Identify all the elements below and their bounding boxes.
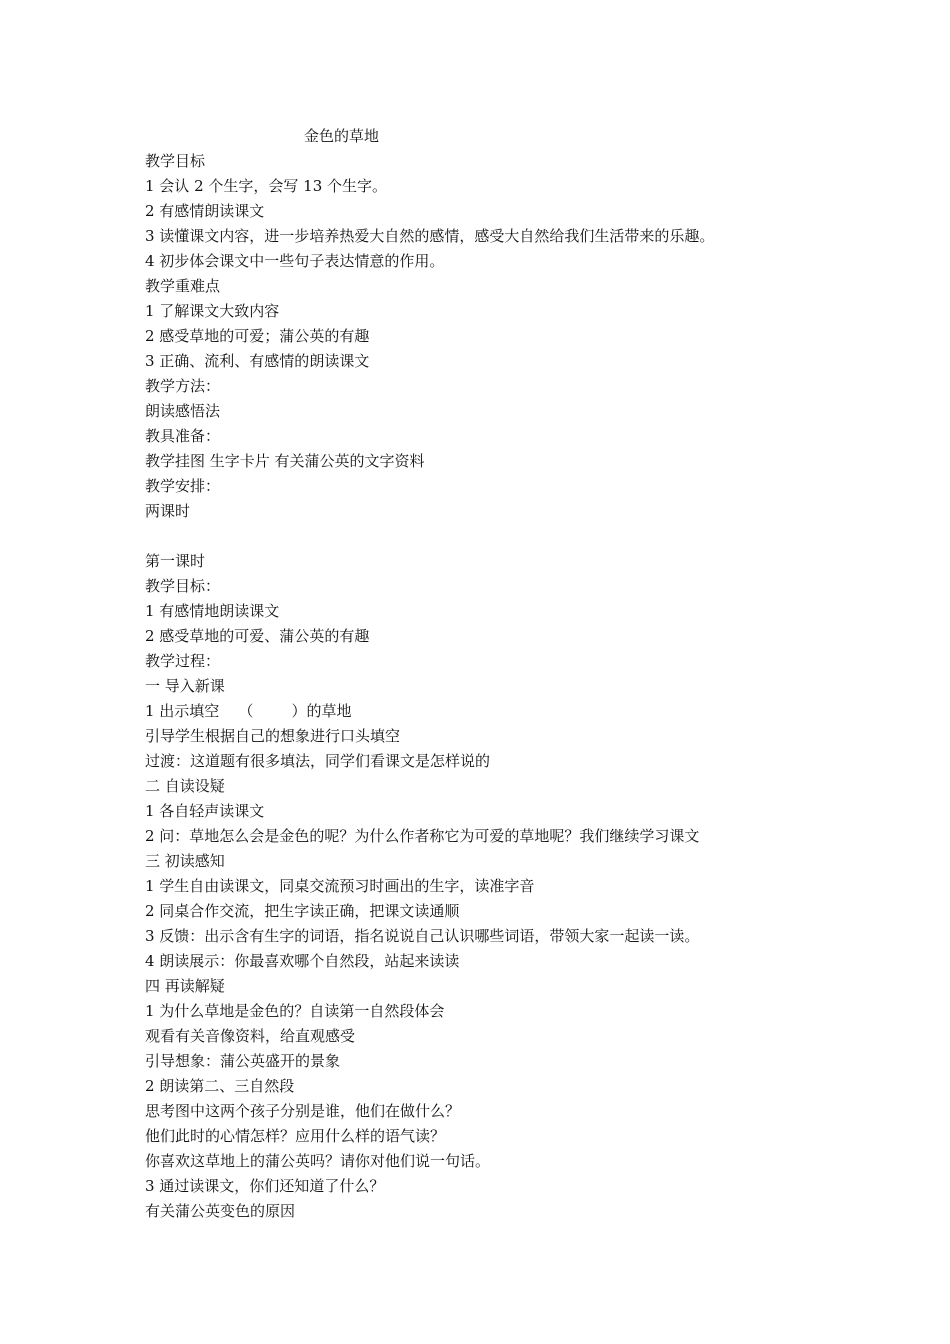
text-line: 2 有感情朗读课文 — [145, 202, 265, 220]
text-line: 思考图中这两个孩子分别是谁，他们在做什么？ — [145, 1102, 461, 1120]
text-line: 一 导入新课 — [145, 677, 225, 695]
text-line: 2 感受草地的可爱、蒲公英的有趣 — [145, 627, 370, 645]
text-line: 引导想象：蒲公英盛开的景象 — [145, 1052, 341, 1070]
text-line: 3 正确、流利、有感情的朗读课文 — [145, 352, 370, 370]
text-line: 朗读感悟法 — [145, 402, 221, 420]
text-line: 有关蒲公英变色的原因 — [145, 1202, 296, 1220]
text-line: 1 有感情地朗读课文 — [145, 602, 280, 620]
document-body — [145, 124, 905, 1224]
text-line: 1 了解课文大致内容 — [145, 302, 280, 320]
text-line: 四 再读解疑 — [145, 977, 225, 995]
text-line: 引导学生根据自己的想象进行口头填空 — [145, 727, 401, 745]
text-line: 教学目标： — [145, 577, 221, 595]
text-line: 3 反馈：出示含有生字的词语，指名说说自己认识哪些词语，带领大家一起读一读。 — [145, 927, 700, 945]
text-line: 3 通过读课文，你们还知道了什么？ — [145, 1177, 385, 1195]
blank-line — [145, 524, 905, 549]
text-line: 教学过程： — [145, 652, 221, 670]
text-line: 观看有关音像资料，给直观感受 — [145, 1027, 356, 1045]
text-line: 1 为什么草地是金色的？自读第一自然段体会 — [145, 1002, 445, 1020]
text-line: 三 初读感知 — [145, 852, 225, 870]
text-line: 教学安排： — [145, 477, 221, 495]
page-title: 金色的草地 — [304, 127, 380, 145]
text-line: 二 自读设疑 — [145, 777, 225, 795]
text-line: 1 出示填空 （ ）的草地 — [145, 702, 352, 720]
text-line: 教学方法： — [145, 377, 221, 395]
text-line: 2 问：草地怎么会是金色的呢？为什么作者称它为可爱的草地呢？我们继续学习课文 — [145, 827, 700, 845]
text-line: 4 初步体会课文中一些句子表达情意的作用。 — [145, 252, 445, 270]
text-line: 1 各自轻声读课文 — [145, 802, 265, 820]
text-line: 2 同桌合作交流，把生字读正确，把课文读通顺 — [145, 902, 460, 920]
text-line: 4 朗读展示：你最喜欢哪个自然段，站起来读读 — [145, 952, 460, 970]
text-line: 教学重难点 — [145, 277, 221, 295]
text-line: 教学目标 — [145, 152, 206, 170]
text-line: 他们此时的心情怎样？应用什么样的语气读？ — [145, 1127, 446, 1145]
text-line: 1 会认 2 个生字，会写 13 个生字。 — [145, 177, 388, 195]
text-line: 过渡：这道题有很多填法，同学们看课文是怎样说的 — [145, 752, 491, 770]
text-line: 1 学生自由读课文，同桌交流预习时画出的生字，读准字音 — [145, 877, 535, 895]
text-line: 2 感受草地的可爱；蒲公英的有趣 — [145, 327, 370, 345]
text-line: 你喜欢这草地上的蒲公英吗？请你对他们说一句话。 — [145, 1152, 491, 1170]
text-line: 第一课时 — [145, 552, 206, 570]
text-line: 2 朗读第二、三自然段 — [145, 1077, 295, 1095]
text-line: 两课时 — [145, 502, 191, 520]
text-line: 教学挂图 生字卡片 有关蒲公英的文字资料 — [145, 452, 425, 470]
text-line: 3 读懂课文内容，进一步培养热爱大自然的感情，感受大自然给我们生活带来的乐趣。 — [145, 227, 715, 245]
text-line: 教具准备： — [145, 427, 221, 445]
